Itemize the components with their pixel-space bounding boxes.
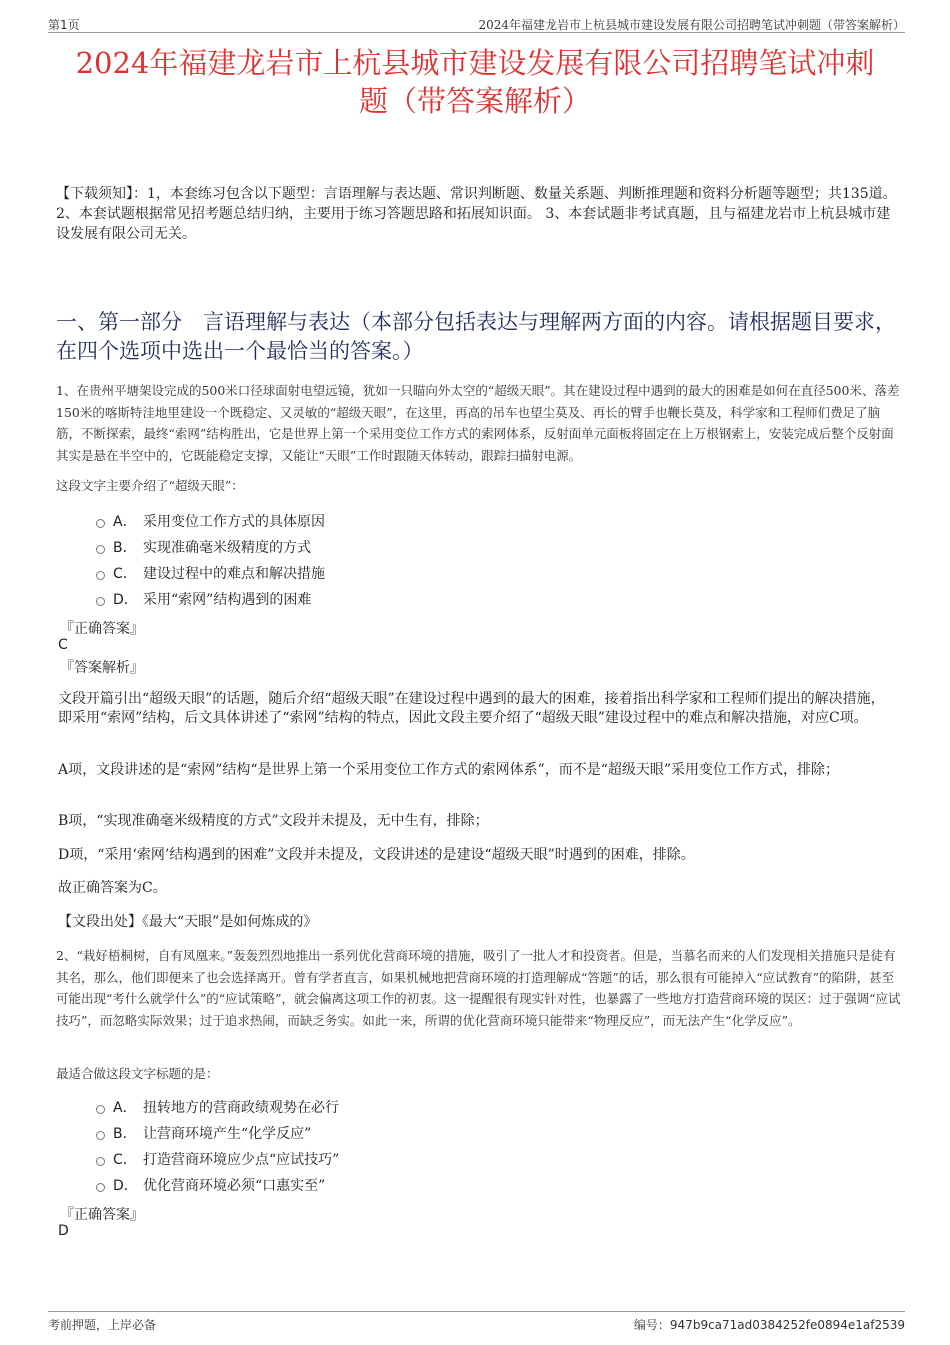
option-text: 让营商环境产生“化学反应” — [143, 1126, 312, 1142]
option-text: 扭转地方的营商政绩观势在必行 — [143, 1100, 339, 1116]
option-text: 优化营商环境必须“口惠实至” — [143, 1178, 326, 1194]
question-1-lead: 这段文字主要介绍了“超级天眼”： — [56, 478, 244, 493]
option-key: B． — [113, 540, 137, 556]
question-1-options — [96, 508, 896, 612]
option-key: B． — [113, 1126, 137, 1142]
analysis-label: 『答案解析』 — [60, 660, 144, 676]
option-text: 采用变位工作方式的具体原因 — [143, 514, 325, 530]
question-1-text: 1、在贵州平塘架设完成的500米口径球面射电望远镜，犹如一只瞄向外太空的“超级天眼”。其在建设过程中遇到的最大的困难是如何在直径500米、落差150米的喀斯特洼地里建设一个既稳定、又灵敏的“超级天眼”，在这里，再高的吊车也望尘莫及、再长的臂手也鞭长莫及，科学家和工程师们费足了脑筋，不断探索，最终“索网”结构胜出，它是世界上第一个采用变位工作方式的索网体系，反射面单元面板将固定在上万根钢索上，安装完成后整个反射面其实是悬在半空中的，它既能稳定支撑，又能让“天眼”工作时跟随天体转动，跟踪扫描射电源。 — [56, 383, 900, 463]
answer-value: D — [58, 1223, 69, 1239]
analysis-paragraph: 文段开篇引出“超级天眼”的话题，随后介绍“超级天眼”在建设过程中遇到的最大的困难，接着指出科学家和工程师们提出的解决措施，即采用“索网”结构，后文具体讲述了“索网”结构的特点，因此文段主要介绍了“超级天眼”建设过程中的难点和解决措施，对应C项。 — [58, 691, 885, 726]
footer-slogan: 考前押题，上岸必备 — [48, 1318, 157, 1332]
footer-code — [634, 1316, 905, 1333]
option-text: 打造营商环境应少点“应试技巧” — [143, 1152, 340, 1168]
analysis-paragraph: D项，“采用‘索网’结构遇到的困难”文段并未提及，文段讲述的是建设“超级天眼”时遇到的困难，排除。 — [58, 847, 695, 863]
title-line-1: 2024年福建龙岩市上杭县城市建设发展有限公司招聘笔试冲刺 — [75, 46, 875, 80]
page-header — [48, 14, 905, 33]
answer-label: 『正确答案』 — [60, 1207, 144, 1223]
option-b[interactable] — [96, 534, 896, 560]
document-title — [40, 44, 910, 120]
answer-value: C — [58, 637, 68, 653]
radio-icon[interactable] — [96, 1105, 105, 1114]
option-b[interactable] — [96, 1120, 896, 1146]
text-source: 【文段出处】《最大“天眼”是如何炼成的》 — [58, 914, 318, 930]
option-text: 建设过程中的难点和解决措施 — [143, 566, 325, 582]
radio-icon[interactable] — [96, 1157, 105, 1166]
section-title: 一、第一部分 言语理解与表达（本部分包括表达与理解两方面的内容。请根据题目要求，在四个选项中选出一个最恰当的答案。） — [56, 310, 896, 363]
question-2-lead: 最适合做这段文字标题的是： — [56, 1066, 219, 1081]
header-doc-title: 2024年福建龙岩市上杭县城市建设发展有限公司招聘笔试冲刺题（带答案解析） — [478, 18, 905, 32]
option-key: A． — [113, 514, 137, 530]
page-footer — [48, 1311, 905, 1336]
question-2-text: 2、“栽好梧桐树，自有凤凰来。”轰轰烈烈地推出一系列优化营商环境的措施，吸引了一批人才和投资者。但是，当慕名而来的人们发现相关措施只是徒有其名，那么，他们即便来了也会选择离开。曾有学者直言，如果机械地把营商环境的打造理解成“答题”的话，那么很有可能掉入“应试教育”的陷阱，甚至可能出现“考什么就学什么”的“应试策略”，就会偏离这项工作的初衷。这一提醒很有现实针对性，也暴露了一些地方打造营商环境的误区：过于强调“应试技巧”，而忽略实际效果；过于追求热闹，而缺乏务实。如此一来，所谓的优化营商环境只能带来“物理反应”，而无法产生“化学反应”。 — [56, 948, 901, 1028]
option-key: D． — [113, 1178, 138, 1194]
radio-icon[interactable] — [96, 571, 105, 580]
radio-icon[interactable] — [96, 545, 105, 554]
option-text: 实现准确毫米级精度的方式 — [143, 540, 311, 556]
page-number: 第1页 — [48, 18, 80, 32]
option-a[interactable] — [96, 1094, 896, 1120]
footer-code-label: 编号： — [633, 1318, 670, 1332]
footer-code-value: 947b9ca71ad0384252fe0894e1af2539 — [669, 1318, 905, 1332]
option-key: A． — [113, 1100, 137, 1116]
option-c[interactable] — [96, 1146, 896, 1172]
answer-label: 『正确答案』 — [60, 621, 144, 637]
analysis-paragraph: 故正确答案为C。 — [58, 880, 167, 896]
option-key: C． — [113, 566, 137, 582]
radio-icon[interactable] — [96, 1131, 105, 1140]
radio-icon[interactable] — [96, 519, 105, 528]
option-d[interactable] — [96, 1172, 896, 1198]
radio-icon[interactable] — [96, 1183, 105, 1192]
option-key: D． — [113, 592, 138, 608]
option-d[interactable] — [96, 586, 896, 612]
radio-icon[interactable] — [96, 597, 105, 606]
title-line-2: 题（带答案解析） — [358, 84, 591, 118]
option-a[interactable] — [96, 508, 896, 534]
download-notice: 【下载须知】：1，本套练习包含以下题型：言语理解与表达题、常识判断题、数量关系题、判断推理题和资料分析题等题型；共135道。 2、本套试题根据常见招考题总结归纳，主要用于练习答题思路和拓展知识面。 3、本套试题非考试真题，且与福建龙岩市上杭县城市建设发展有限公司无关。 — [56, 186, 897, 242]
question-2-options — [96, 1094, 896, 1198]
option-key: C． — [113, 1152, 137, 1168]
option-text: 采用“索网”结构遇到的困难 — [143, 592, 312, 608]
option-c[interactable] — [96, 560, 896, 586]
analysis-paragraph: A项，文段讲述的是“索网”结构“是世界上第一个采用变位工作方式的索网体系”，而不是“超级天眼”采用变位工作方式，排除； — [58, 762, 840, 778]
analysis-paragraph: B项，“实现准确毫米级精度的方式”文段并未提及，无中生有，排除； — [58, 813, 489, 829]
